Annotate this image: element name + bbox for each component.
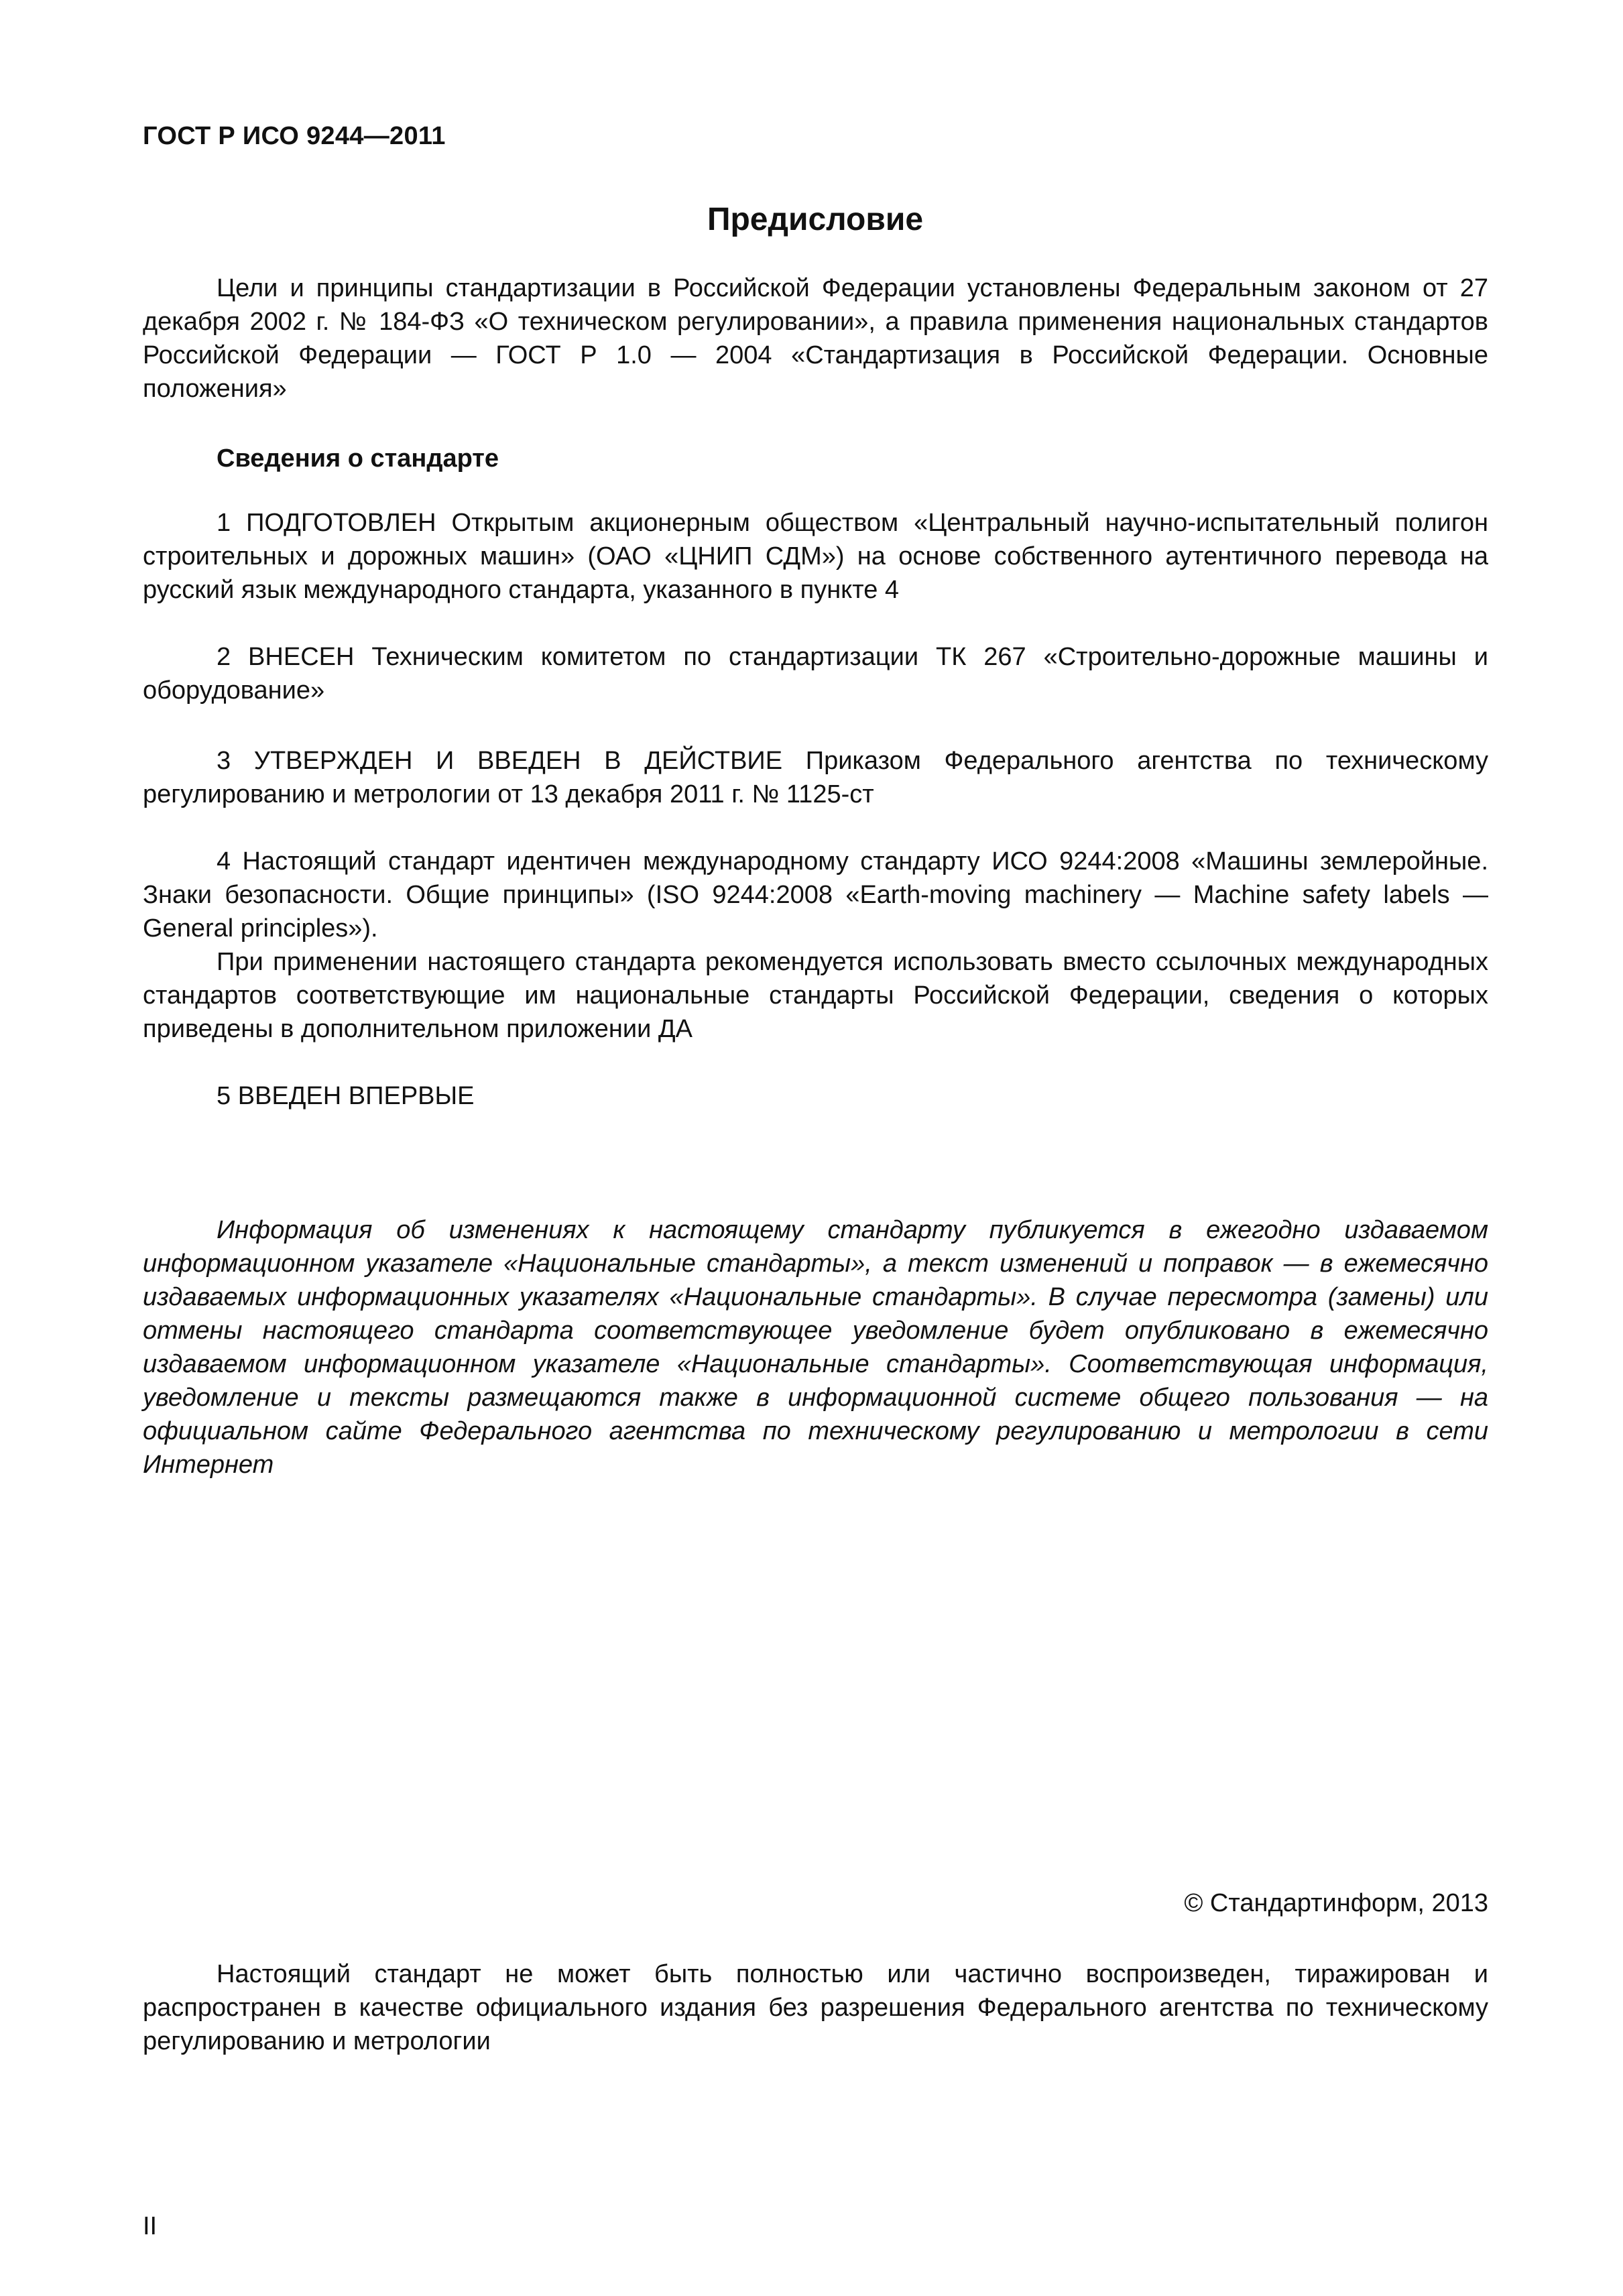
item-3-section bbox=[143, 744, 1488, 811]
item-1-section bbox=[143, 506, 1488, 607]
item-5-paragraph: 5 ВВЕДЕН ВПЕРВЫЕ bbox=[217, 1082, 475, 1110]
notice-paragraph: Информация об изменениях к настоящему стандарту публикуется в ежегодно издаваемом информационном указателе «Национальные стандарты», а текст изменений и поправок — в ежемесячно издаваемых информационных указателях «Национальные стандарты». В случае пересмотра (замены) или отмены настоящего стандарта соответствующее уведомление будет опубликовано в ежемесячно издаваемом информационном указателе «Национальные стандарты». Соответствующая информация, уведомление и тексты размещаются также в информационной системе общего пользования — на официальном сайте Федерального агентства по техническому регулированию и метрологии в сети Интернет bbox=[143, 1216, 1488, 1479]
reproduction-paragraph: Настоящий стандарт не может быть полностью или частично воспроизведен, тиражирован и распространен в качестве официального издания без разрешения Федерального агентства по техническому регулированию и метрологии bbox=[143, 1960, 1488, 2055]
item-4-section bbox=[143, 845, 1488, 1046]
item-2-paragraph: 2 ВНЕСЕН Техническим комитетом по стандартизации ТК 267 «Строительно-дорожные машины и оборудование» bbox=[143, 643, 1488, 705]
item-2-section bbox=[143, 640, 1488, 707]
info-heading: Сведения о стандарте bbox=[217, 444, 499, 473]
notice-section bbox=[143, 1213, 1488, 1482]
intro-paragraph: Цели и принципы стандартизации в Российской Федерации установлены Федеральным законом от 27 декабря 2002 г. № 184-ФЗ «О техническом регулировании», а правила применения национальных стандартов Российской Федерации — ГОСТ Р 1.0 — 2004 «Стандартизация в Российской Федерации. Основные положения» bbox=[143, 274, 1488, 403]
item-1-paragraph: 1 ПОДГОТОВЛЕН Открытым акционерным обществом «Центральный научно-испытательный полигон строительных и дорожных машин» (ОАО «ЦНИП СДМ») на основе собственного аутентичного перевода на русский язык международного стандарта, указанного в пункте 4 bbox=[143, 509, 1488, 604]
item-5-section bbox=[143, 1079, 1488, 1113]
item-4-note-paragraph: При применении настоящего стандарта рекомендуется использовать вместо ссылочных международных стандартов соответствующие им национальные стандарты Российской Федерации, сведения о которых приведены в дополнительном приложении ДА bbox=[143, 948, 1488, 1043]
document-code: ГОСТ Р ИСО 9244—2011 bbox=[143, 122, 446, 150]
intro-section bbox=[143, 271, 1488, 406]
item-4-paragraph: 4 Настоящий стандарт идентичен международному стандарту ИСО 9244:2008 «Машины землеройные. Знаки безопасности. Общие принципы» (ISO 9244:2008 «Earth-moving machinery — Machine safety labels — General principles»). bbox=[143, 847, 1488, 943]
page-number: II bbox=[143, 2212, 158, 2240]
reproduction-section bbox=[143, 1957, 1488, 2058]
item-3-paragraph: 3 УТВЕРЖДЕН И ВВЕДЕН В ДЕЙСТВИЕ Приказом Федерального агентства по техническому регулированию и метрологии от 13 декабря 2011 г. № 1125-ст bbox=[143, 747, 1488, 808]
copyright-line: © Стандартинформ, 2013 bbox=[1184, 1889, 1488, 1917]
page-title: Предисловие bbox=[707, 202, 924, 237]
